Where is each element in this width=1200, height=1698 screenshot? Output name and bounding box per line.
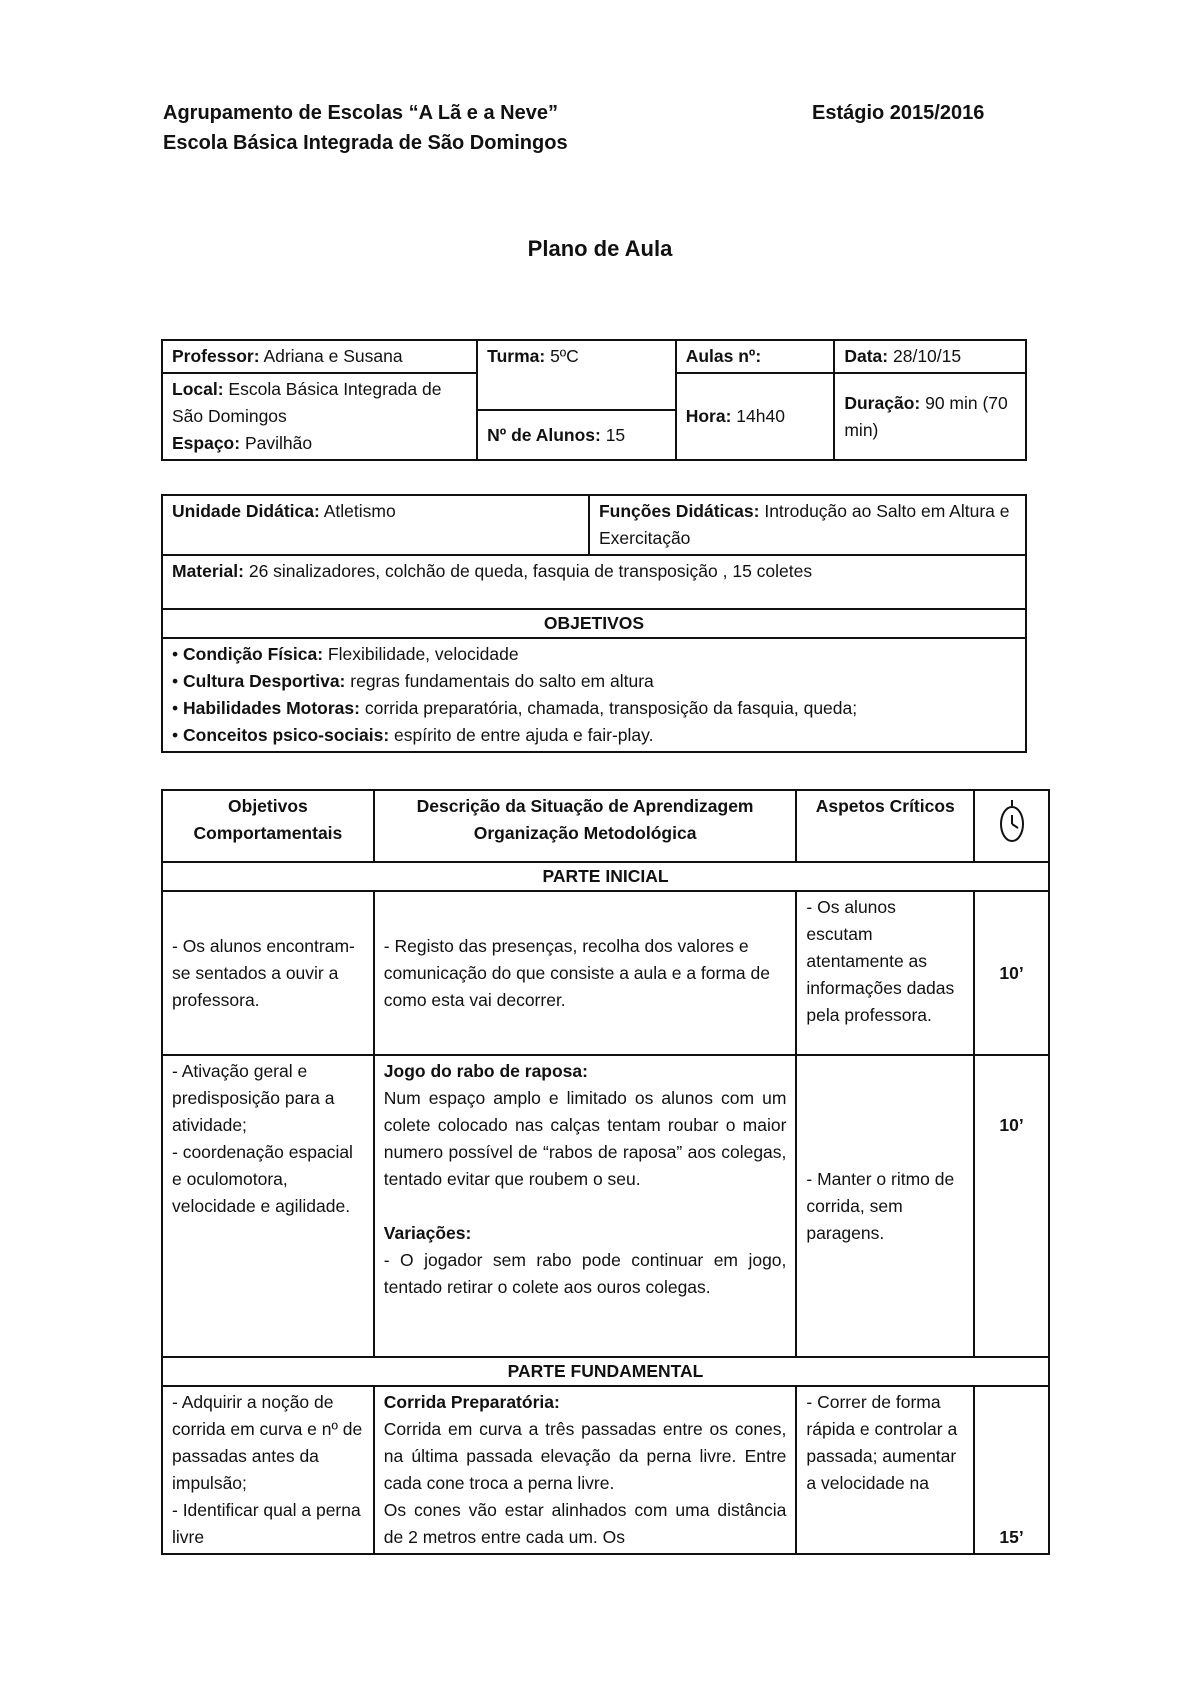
unidade-cell: Unidade Didática: Atletismo (162, 495, 589, 555)
row2-tempo: 10’ (974, 1055, 1049, 1357)
row3-objetivos: - Adquirir a noção de corrida em curva e nº de passadas antes da impulsão; - Identificar qual a perna livre (162, 1386, 374, 1554)
row3-aspetos: - Correr de forma rápida e controlar a passada; aumentar a velocidade na (796, 1386, 974, 1554)
lesson-plan-table (161, 789, 1050, 1555)
objetivos-title: OBJETIVOS (162, 609, 1026, 638)
school-group-title: Agrupamento de Escolas “A Lã e a Neve” (163, 102, 558, 124)
row2-aspetos: - Manter o ritmo de corrida, sem paragens. (796, 1055, 974, 1357)
objetivos-list (162, 638, 1026, 752)
page-title: Plano de Aula (527, 236, 673, 261)
list-item: • Cultura Desportiva: regras fundamentais do salto em altura (172, 671, 654, 691)
row3-tempo: 15’ (974, 1386, 1049, 1554)
row1-descricao: - Registo das presenças, recolha dos valores e comunicação do que consiste a aula e a forma de como esta vai decorrer. (374, 891, 797, 1055)
row2-objetivos: - Ativação geral e predisposição para a atividade; - coordenação espacial e oculomotora, velocidade e agilidade. (162, 1055, 374, 1357)
data-cell: Data: 28/10/15 (834, 340, 1026, 373)
col-descricao-header: Descrição da Situação de Aprendizagem Organização Metodológica (374, 790, 797, 862)
col-time-header (974, 790, 1049, 862)
stopwatch-icon (998, 831, 1026, 851)
col-aspetos-header: Aspetos Críticos (796, 790, 974, 862)
school-name: Escola Básica Integrada de São Domingos (163, 132, 568, 154)
funcoes-cell: Funções Didáticas: Introdução ao Salto em Altura e Exercitação (589, 495, 1026, 555)
row1-tempo: 10’ (974, 891, 1049, 1055)
list-item: • Condição Física: Flexibilidade, velocidade (172, 644, 519, 664)
parte-fundamental-title: PARTE FUNDAMENTAL (162, 1357, 1049, 1386)
alunos-cell: Nº de Alunos: 15 (477, 410, 676, 460)
local-cell: Local: Escola Básica Integrada de São Domingos Espaço: Pavilhão (162, 373, 477, 460)
professor-cell: Professor: Adriana e Susana (162, 340, 477, 373)
turma-cell: Turma: 5ºC (477, 340, 676, 410)
hora-cell: Hora: 14h40 (676, 373, 835, 460)
col-objetivos-header: Objetivos Comportamentais (162, 790, 374, 862)
duracao-cell: Duração: 90 min (70 min) (834, 373, 1026, 460)
row1-aspetos: - Os alunos escutam atentamente as informações dadas pela professora. (796, 891, 974, 1055)
aulas-cell: Aulas nº: (676, 340, 835, 373)
list-item: • Conceitos psico-sociais: espírito de entre ajuda e fair-play. (172, 725, 654, 745)
material-cell: Material: 26 sinalizadores, colchão de queda, fasquia de transposição , 15 coletes (162, 555, 1026, 609)
row3-descricao: Corrida Preparatória: Corrida em curva a três passadas entre os cones, na última passada elevação da perna livre. Entre cada cone troca a perna livre. Os cones vão estar alinhados com uma distância de 2 metros entre cada um. Os (374, 1386, 797, 1554)
class-info-table (161, 339, 1027, 461)
unit-table (161, 494, 1027, 753)
parte-inicial-title: PARTE INICIAL (162, 862, 1049, 891)
row1-objetivos: - Os alunos encontram-se sentados a ouvir a professora. (162, 891, 374, 1055)
list-item: • Habilidades Motoras: corrida preparatória, chamada, transposição da fasquia, queda; (172, 698, 858, 718)
row2-descricao: Jogo do rabo de raposa: Num espaço amplo e limitado os alunos com um colete colocado nas calças tentam roubar o maior numero possível de “rabos de raposa” aos colegas, tentado evitar que roubem o seu. Variações: - O jogador sem rabo pode continuar em jogo, tentado retirar o colete aos ouros colegas. (374, 1055, 797, 1357)
internship-year: Estágio 2015/2016 (812, 102, 985, 124)
